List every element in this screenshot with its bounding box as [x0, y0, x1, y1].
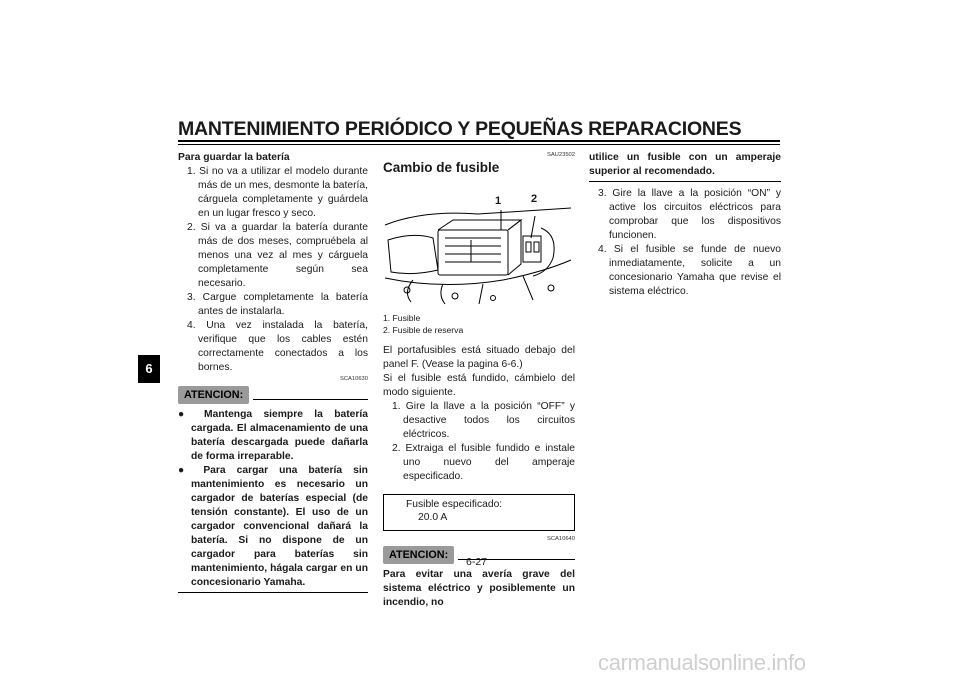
column-1 — [178, 151, 368, 593]
fuse-steps-continued — [589, 187, 781, 299]
caution-bullet-1: ● Mantenga siempre la batería cargada. El almacenamiento de una batería descargada puede dañarla de forma irreparable. — [178, 409, 368, 462]
caution-rule — [253, 391, 368, 400]
caption-fuse: 1. Fusible — [383, 313, 421, 323]
column-3 — [589, 151, 781, 299]
fuse-step-1: 1. Gire la llave a la posición “OFF” y desactive todos los circuitos eléctricos. — [392, 401, 575, 440]
caution-badge: ATENCION: — [178, 386, 249, 404]
storage-step-3: 3. Cargue completamente la batería antes de instalarla. — [187, 292, 368, 317]
page-number: 6-27 — [466, 556, 488, 568]
figure-label-2: 2 — [531, 193, 538, 205]
column-2 — [383, 151, 575, 610]
caution-text-start: Para evitar una avería grave del sistema eléctrico y posiblemente un incendio, no — [383, 569, 575, 608]
caution-end-rule-2 — [589, 181, 781, 182]
fuse-step-4: 4. Si el fusible se funde de nuevo inmediatamente, solicite a un concesionario Yamaha que revise el sistema eléctrico. — [598, 244, 781, 297]
fuse-step-2: 2. Extraiga el fusible fundido e instale uno nuevo del amperaje especificado. — [392, 443, 575, 482]
spec-value: 20.0 A — [418, 512, 448, 523]
storage-step-4: 4. Una vez instalada la batería, verifique que los cables estén correctamente conectados a los bornes. — [187, 320, 368, 373]
caution-code: SCA10630 — [339, 376, 368, 382]
caution-body — [178, 408, 368, 590]
spec-label: Fusible especificado: — [406, 499, 503, 510]
figure-label-1: 1 — [495, 195, 502, 207]
watermark: carmanualsonline.info — [598, 650, 806, 675]
storage-step-1: 1. Si no va a utilizar el modelo durante más de un mes, desmonte la batería, cárguela completamente y guárdela en un lugar fresco y seco. — [187, 166, 368, 219]
fuse-illustration — [383, 180, 575, 308]
title-rule-thin — [178, 144, 780, 145]
fuse-spec-box — [383, 494, 575, 531]
caution-badge-2: ATENCION: — [383, 546, 454, 564]
caution-code-2: SCA10640 — [546, 536, 575, 542]
caution-end-rule — [178, 592, 368, 593]
title-rule — [178, 140, 780, 142]
fuse-step-3: 3. Gire la llave a la posición “ON” y active los circuitos eléctricos para comprobar que los dispositivos funcionen. — [598, 188, 781, 241]
storage-heading: Para guardar la batería — [178, 152, 290, 163]
caution-header — [178, 386, 368, 404]
page-title: MANTENIMIENTO PERIÓDICO Y PEQUEÑAS REPARACIONES — [178, 118, 742, 140]
caution-text-end: utilice un fusible con un amperaje superior al recomendado. — [589, 152, 781, 177]
chapter-tab: 6 — [138, 355, 160, 383]
caption-spare-fuse: 2. Fusible de reserva — [383, 325, 464, 335]
fuse-intro-2: Si el fusible está fundido, cámbielo del modo siguiente. — [383, 373, 575, 398]
section-code: SAU23502 — [546, 152, 575, 158]
caution-bullet-2: ● Para cargar una batería sin mantenimiento es necesario un cargador de baterías especial (de tensión constante). El uso de un cargador convencional dañará la batería. Si no dispone de un cargador para baterías sin mantenimiento, hágala cargar en un concesionario Yamaha. — [178, 465, 368, 588]
storage-step-2: 2. Si va a guardar la batería durante más de dos meses, compruébela al menos una vez al mes y cárguela completamente según sea necesario. — [187, 222, 368, 289]
fuse-figure — [383, 180, 575, 308]
figure-caption — [383, 312, 575, 336]
section-title: Cambio de fusible — [383, 160, 500, 175]
fuse-intro-1: El portafusibles está situado debajo del panel F. (Vease la pagina 6-6.) — [383, 345, 575, 370]
